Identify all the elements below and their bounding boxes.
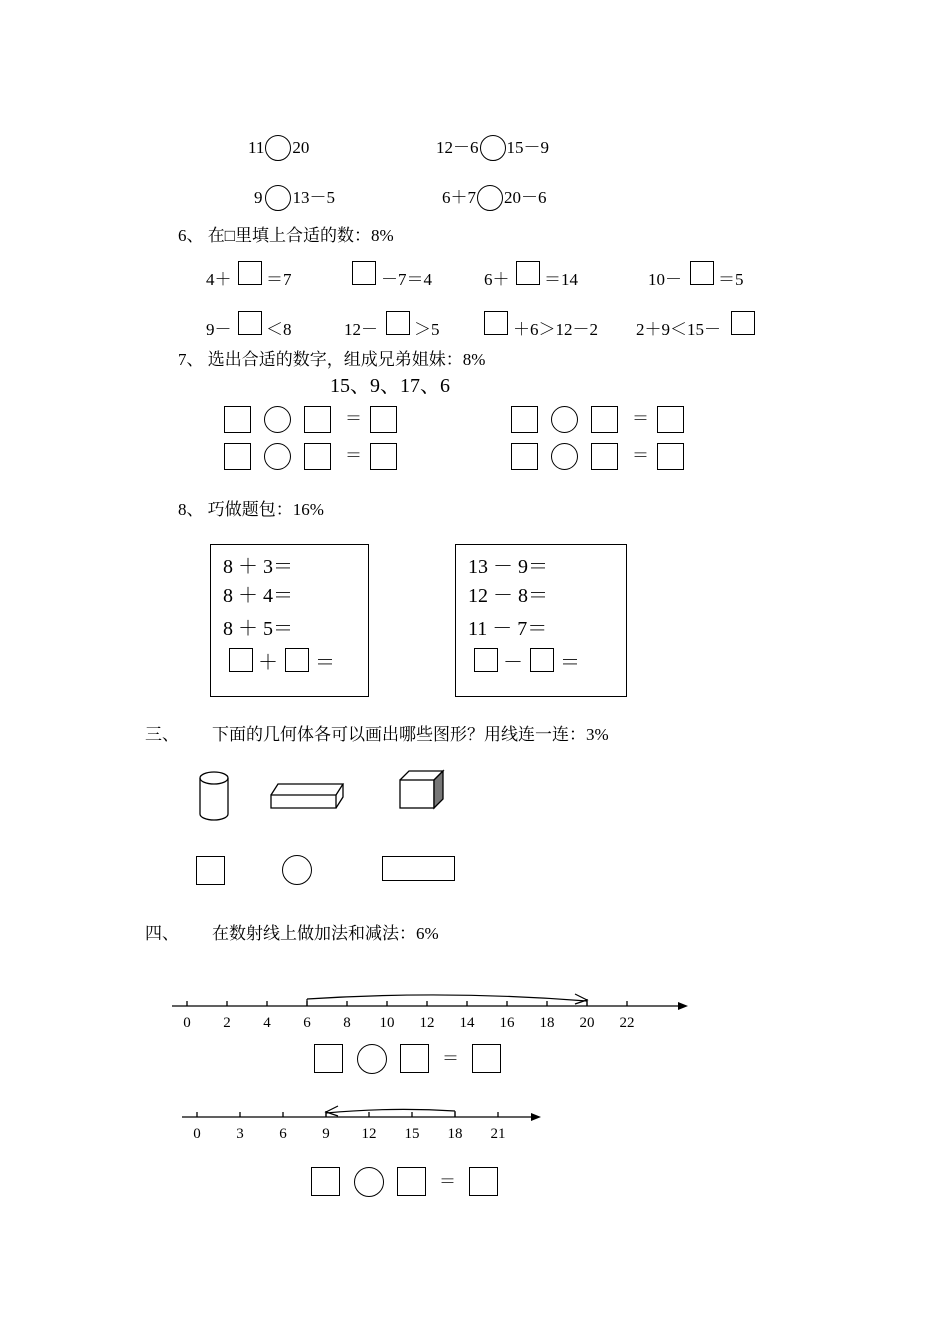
answer-box[interactable] bbox=[469, 1167, 498, 1196]
tick-label: 3 bbox=[236, 1126, 244, 1142]
answer-box[interactable] bbox=[474, 648, 498, 672]
operator-circle[interactable] bbox=[357, 1044, 387, 1074]
answer-box[interactable] bbox=[400, 1044, 429, 1073]
jump-arrow bbox=[326, 1106, 455, 1117]
answer-box[interactable] bbox=[238, 311, 262, 335]
answer-box[interactable] bbox=[304, 406, 331, 433]
tick-label: 18 bbox=[539, 1015, 555, 1031]
tick-label: 21 bbox=[490, 1126, 506, 1142]
tick-label: 15 bbox=[404, 1126, 420, 1142]
q8-title: 8、 巧做题包：16% bbox=[178, 500, 324, 519]
answer-box[interactable] bbox=[238, 261, 262, 285]
equals-sign: ＝ bbox=[560, 652, 580, 674]
compare-circle[interactable] bbox=[477, 185, 503, 211]
q6-a-post: ＝7 bbox=[266, 270, 292, 289]
compare-circle[interactable] bbox=[480, 135, 506, 161]
compare-right: 15－9 bbox=[506, 138, 549, 157]
q6-c-post: ＝14 bbox=[544, 270, 578, 289]
compare-right: 20 bbox=[292, 138, 310, 157]
tick-label: 12 bbox=[361, 1126, 377, 1142]
answer-box[interactable] bbox=[304, 443, 331, 470]
compare-circle[interactable] bbox=[265, 135, 291, 161]
compare-right: 13－5 bbox=[292, 188, 335, 207]
equals-sign: ＝ bbox=[632, 446, 649, 465]
section-4-number: 四、 bbox=[145, 924, 179, 943]
q6-f-pre: 12－ bbox=[344, 320, 378, 339]
q6-c-pre: 6＋ bbox=[484, 270, 510, 289]
compare-row-1b bbox=[436, 135, 549, 161]
operator-circle[interactable] bbox=[264, 406, 291, 433]
equals-sign: ＝ bbox=[632, 409, 649, 428]
answer-box[interactable] bbox=[516, 261, 540, 285]
compare-row-2a bbox=[254, 185, 335, 211]
q7-title: 7、 选出合适的数字，组成兄弟姐妹：8% bbox=[178, 350, 486, 369]
tick-label: 18 bbox=[447, 1126, 463, 1142]
equals-sign: ＝ bbox=[439, 1172, 456, 1191]
tick-label: 9 bbox=[322, 1126, 330, 1142]
problem-pack-right bbox=[455, 544, 627, 697]
problem-pack-left bbox=[210, 544, 369, 697]
answer-box[interactable] bbox=[224, 406, 251, 433]
compare-left: 11 bbox=[248, 138, 265, 157]
tick-label: 20 bbox=[579, 1015, 595, 1031]
equals-sign: ＝ bbox=[442, 1049, 459, 1068]
tick-label: 16 bbox=[499, 1015, 515, 1031]
answer-box[interactable] bbox=[352, 261, 376, 285]
pack-equation: 8 ＋ 4＝ bbox=[223, 585, 293, 607]
compare-left: 9 bbox=[254, 188, 263, 207]
compare-row-2b bbox=[442, 185, 547, 211]
answer-box[interactable] bbox=[229, 648, 253, 672]
pack-equation: 12 － 8＝ bbox=[468, 585, 548, 607]
rectangle-shape[interactable] bbox=[382, 856, 455, 881]
tick-label: 2 bbox=[223, 1015, 231, 1031]
q7-numbers: 15、9、17、6 bbox=[330, 375, 450, 397]
q6-f-post: ＞5 bbox=[414, 320, 440, 339]
square-shape[interactable] bbox=[196, 856, 225, 885]
answer-box[interactable] bbox=[530, 648, 554, 672]
pack-equation: 8 ＋ 3＝ bbox=[223, 556, 293, 578]
circle-shape[interactable] bbox=[282, 855, 312, 885]
compare-circle[interactable] bbox=[265, 185, 291, 211]
compare-right: 20－6 bbox=[504, 188, 547, 207]
q6-a-pre: 4＋ bbox=[206, 270, 232, 289]
tick-label: 6 bbox=[279, 1126, 287, 1142]
cuboid-shape[interactable] bbox=[270, 782, 346, 810]
q6-b-post: －7＝4 bbox=[381, 270, 432, 289]
tick-label: 12 bbox=[419, 1015, 435, 1031]
answer-box[interactable] bbox=[511, 406, 538, 433]
tick-label: 0 bbox=[193, 1126, 201, 1142]
q6-d-post: ＝5 bbox=[718, 270, 744, 289]
equals-sign: ＝ bbox=[345, 446, 362, 465]
answer-box[interactable] bbox=[285, 648, 309, 672]
answer-box[interactable] bbox=[591, 406, 618, 433]
tick-label: 4 bbox=[263, 1015, 271, 1031]
q6-h-pre: 2＋9＜15－ bbox=[636, 320, 721, 339]
answer-box[interactable] bbox=[314, 1044, 343, 1073]
answer-box[interactable] bbox=[311, 1167, 340, 1196]
answer-box[interactable] bbox=[472, 1044, 501, 1073]
answer-box[interactable] bbox=[386, 311, 410, 335]
axis-arrow bbox=[531, 1113, 541, 1121]
q6-title: 6、 在□里填上合适的数：8% bbox=[178, 226, 394, 245]
answer-box[interactable] bbox=[657, 406, 684, 433]
answer-box[interactable] bbox=[484, 311, 508, 335]
tick-label: 8 bbox=[343, 1015, 351, 1031]
answer-box[interactable] bbox=[397, 1167, 426, 1196]
answer-box[interactable] bbox=[370, 443, 397, 470]
answer-box[interactable] bbox=[511, 443, 538, 470]
tick-label: 14 bbox=[459, 1015, 475, 1031]
pack-equation: 8 ＋ 5＝ bbox=[223, 618, 293, 640]
tick-label: 6 bbox=[303, 1015, 311, 1031]
compare-left: 12－6 bbox=[436, 138, 479, 157]
cylinder-shape[interactable] bbox=[198, 770, 232, 824]
operator-circle[interactable] bbox=[264, 443, 291, 470]
compare-left: 6＋7 bbox=[442, 188, 476, 207]
q6-e-post: ＜8 bbox=[266, 320, 292, 339]
q6-d-pre: 10－ bbox=[648, 270, 682, 289]
jump-arrow bbox=[307, 994, 587, 1006]
section-3-title: 下面的几何体各可以画出哪些图形？用线连一连：3% bbox=[212, 725, 609, 744]
tick-label: 0 bbox=[183, 1015, 191, 1031]
operator-circle[interactable] bbox=[551, 406, 578, 433]
pack-equation: 11 － 7＝ bbox=[468, 618, 548, 640]
compare-row-1a bbox=[248, 135, 309, 161]
pack-operator: － bbox=[503, 652, 523, 674]
axis-arrow bbox=[678, 1002, 688, 1010]
answer-box[interactable] bbox=[224, 443, 251, 470]
section-4-title: 在数射线上做加法和减法：6% bbox=[212, 924, 439, 943]
answer-box[interactable] bbox=[657, 443, 684, 470]
operator-circle[interactable] bbox=[354, 1167, 384, 1197]
q6-g-post: ＋6＞12－2 bbox=[513, 320, 598, 339]
section-3-number: 三、 bbox=[145, 725, 179, 744]
cube-shape[interactable] bbox=[399, 770, 445, 810]
answer-box[interactable] bbox=[591, 443, 618, 470]
equals-sign: ＝ bbox=[315, 652, 335, 674]
number-line-2 bbox=[0, 1095, 950, 1155]
pack-operator: ＋ bbox=[258, 652, 278, 674]
q6-e-pre: 9－ bbox=[206, 320, 232, 339]
tick-label: 10 bbox=[379, 1015, 395, 1031]
number-line-1 bbox=[0, 970, 950, 1040]
equals-sign: ＝ bbox=[345, 409, 362, 428]
answer-box[interactable] bbox=[731, 311, 755, 335]
answer-box[interactable] bbox=[690, 261, 714, 285]
operator-circle[interactable] bbox=[551, 443, 578, 470]
answer-box[interactable] bbox=[370, 406, 397, 433]
pack-equation: 13 － 9＝ bbox=[468, 556, 548, 578]
tick-label: 22 bbox=[619, 1015, 635, 1031]
